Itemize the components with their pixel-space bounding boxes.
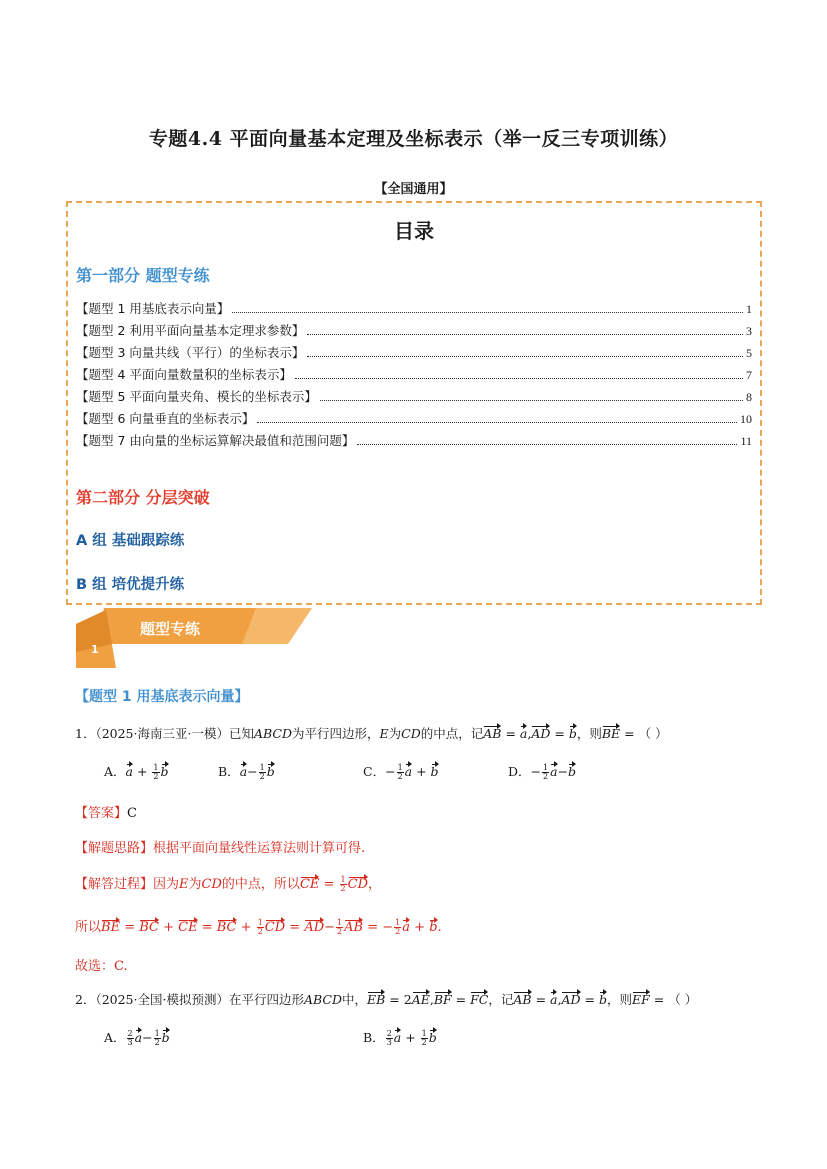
option-letter: D． [508,764,531,779]
process-label: 【解答过程】 [75,877,154,892]
banner-number: 1 [91,643,99,656]
process-text: 所以 [75,920,102,935]
question-text: ，则 [606,992,632,1007]
question-text: 1．（2025·海南三亚·一模）已知 [75,726,254,741]
page-title: 专题4.4 平面向量基本定理及坐标表示（举一反三专项训练） [148,128,679,150]
toc-item-label: 【题型 4 平面向量数量积的坐标表示】 [76,367,292,382]
question-text: 为 [388,726,402,741]
question-text: 的中点，记 [420,726,484,741]
solution-conclusion: 故选：C. [75,959,128,974]
idea-label: 【解题思路】 [75,841,154,856]
toc-item-page: 5 [746,346,752,360]
toc-item[interactable] [76,295,752,317]
math-var: E [379,726,389,741]
question-text: ，则 [576,726,602,741]
toc-item[interactable] [76,361,752,383]
answer-value: C [127,806,137,821]
option-letter: A． [104,1030,126,1045]
toc-leader-dots [320,400,743,401]
toc-item[interactable] [76,427,752,449]
option-a[interactable]: A． $\frac{2}{3}$ a− $\frac{1}{2}$ b [104,1029,170,1047]
math-var: CD [401,726,421,741]
toc-heading: 目录 [394,219,434,243]
toc-item-label: 【题型 3 向量共线（平行）的坐标表示】 [76,345,305,360]
section-heading: 【题型 1 用基底表示向量】 [75,689,249,705]
process-text: 的中点，所以 [221,877,300,892]
toc-item[interactable] [76,339,752,361]
option-d[interactable]: D．− $\frac{1}{2}$ a−b [508,763,577,781]
toc-leader-dots [307,356,743,357]
toc-group-a[interactable]: A 组 基础跟踪练 [76,533,185,549]
option-b[interactable]: B．a− $\frac{1}{2}$ b [218,763,275,781]
toc-item-page: 11 [740,434,752,448]
toc-item[interactable] [76,383,752,405]
toc-item-label: 【题型 1 用基底表示向量】 [76,301,230,316]
option-letter: C． [363,764,386,779]
solution-process: 【解答过程】因为E为CD的中点，所以CE = $\frac{1}{2}$ CD， [75,875,382,893]
toc-item-label: 【题型 5 平面向量夹角、模长的坐标表示】 [76,389,317,404]
toc-part1-heading: 第一部分 题型专练 [76,266,210,285]
toc-leader-dots [357,444,737,445]
toc-list [76,295,752,449]
toc-leader-dots [307,334,743,335]
toc-group-b[interactable]: B 组 培优提升练 [76,577,185,593]
answer-label: 【答案】 [75,806,128,821]
toc-item-page: 10 [740,412,752,426]
toc-leader-dots [232,312,743,313]
question-paren: （ ） [668,992,698,1007]
page-subtitle: 【全国通用】 [374,182,453,197]
toc-leader-dots [257,422,737,423]
answer-line [75,802,137,821]
option-letter: B． [218,764,240,779]
question-text: 2．（2025·全国·模拟预测）在平行四边形 [75,992,304,1007]
toc-item[interactable] [76,405,752,427]
question-2: 2．（2025·全国·模拟预测）在平行四边形ABCD中，EB = 2AE,BF = FC，记AB = a,AD = b，则EF = （ ） [75,992,698,1007]
toc-item-page: 7 [746,368,752,382]
toc-item-label: 【题型 7 由向量的坐标运算解决最值和范围问题】 [76,433,355,448]
question-text: ，记 [488,992,514,1007]
toc-item-label: 【题型 2 利用平面向量基本定理求参数】 [76,323,305,338]
question-1: 1．（2025·海南三亚·一模）已知ABCD为平行四边形，E为CD的中点，记AB = a,AD = b，则BE = （ ） [75,726,668,741]
question-text: 为平行四边形， [292,726,380,741]
solution-idea [75,837,365,856]
process-text: 因为 [153,877,180,892]
toc-item-label: 【题型 6 向量垂直的坐标表示】 [76,411,255,426]
option-letter: A． [104,764,126,779]
table-of-contents [66,201,762,605]
math-var: ABCD [253,726,292,741]
banner-label: 题型专练 [140,620,201,638]
toc-leader-dots [295,378,743,379]
toc-item-page: 8 [746,390,752,404]
toc-item-page: 3 [746,324,752,338]
option-a[interactable]: A．a + $\frac{1}{2}$ b [104,763,169,781]
question-text: 中， [342,992,368,1007]
question-paren: （ ） [638,726,668,741]
solution-equation: 所以BE = BC + CE = BC + $\frac{1}{2}$ CD = AD− $\frac{1}{2}$ AB = − $\frac{1}{2}$ a + b. [75,918,442,936]
option-c[interactable]: C．− $\frac{1}{2}$ a + b [363,763,439,781]
option-letter: B． [363,1030,385,1045]
option-b[interactable]: B． $\frac{2}{3}$ a + $\frac{1}{2}$ b [363,1029,437,1047]
toc-part2-heading: 第二部分 分层突破 [76,488,210,507]
toc-item[interactable] [76,317,752,339]
idea-text: 根据平面向量线性运算法则计算可得. [153,841,366,856]
process-text: 为 [188,877,202,892]
toc-item-page: 1 [746,302,752,316]
